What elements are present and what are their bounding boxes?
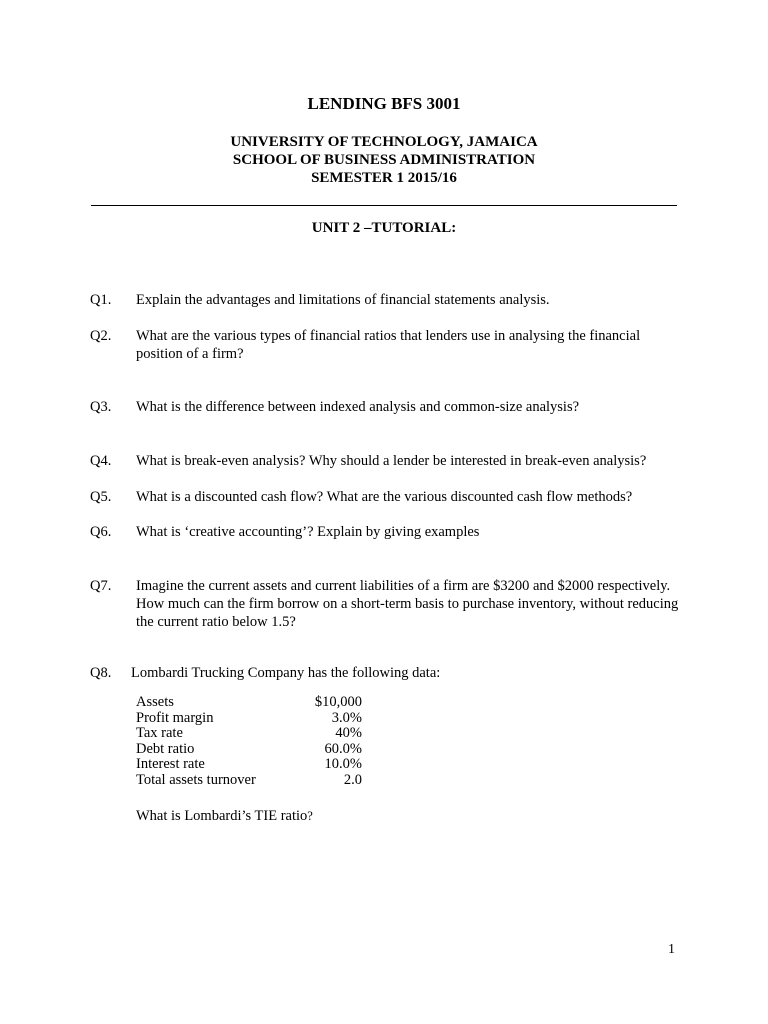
table-row — [136, 726, 362, 742]
table-row — [136, 757, 362, 773]
row-label-tax-rate: Tax rate — [136, 725, 183, 742]
row-label-profit-margin: Profit margin — [136, 709, 214, 726]
question-number-q8: Q8. — [90, 665, 112, 681]
school-name: SCHOOL OF BUSINESS ADMINISTRATION — [232, 152, 536, 168]
table-row — [136, 711, 362, 727]
document-title: LENDING BFS 3001 — [307, 94, 461, 113]
row-value-assets: $10,000 — [314, 694, 362, 710]
followup-question-mark: ? — [307, 809, 313, 823]
question-number-q5: Q5. — [90, 489, 112, 505]
question-text-q7: Imagine the current assets and current liabilities of a firm are $3200 and $2000 respectively. How much can the firm borrow on a short-term basis to purchase inventory, without reducing the current ratio below 1.5? — [136, 578, 679, 630]
row-label-debt-ratio: Debt ratio — [136, 740, 195, 757]
question-number-q6: Q6. — [90, 524, 112, 540]
q8-data-table — [136, 695, 362, 789]
question-number-q1: Q1. — [90, 292, 112, 308]
question-number-q2: Q2. — [90, 328, 112, 344]
question-number-q7: Q7. — [90, 578, 112, 594]
question-text-q8: Lombardi Trucking Company has the following data: — [131, 665, 441, 681]
table-row — [136, 695, 362, 711]
row-label-interest-rate: Interest rate — [136, 756, 205, 773]
row-value-total-assets-turnover: 2.0 — [343, 771, 362, 788]
table-row — [136, 773, 362, 789]
row-value-profit-margin: 3.0% — [331, 709, 362, 726]
row-label-assets: Assets — [136, 694, 174, 710]
page-number: 1 — [668, 942, 675, 957]
followup-text: What is Lombardi’s TIE ratio — [136, 808, 308, 824]
row-value-tax-rate: 40% — [335, 725, 362, 742]
question-text-q3: What is the difference between indexed analysis and common-size analysis? — [136, 399, 580, 415]
unit-heading: UNIT 2 –TUTORIAL: — [311, 220, 457, 236]
question-text-q1: Explain the advantages and limitations of financial statements analysis. — [136, 292, 550, 308]
row-value-interest-rate: 10.0% — [324, 756, 362, 773]
table-row — [136, 742, 362, 758]
question-text-q5: What is a discounted cash flow? What are the various discounted cash flow methods? — [136, 489, 633, 505]
question-number-q3: Q3. — [90, 399, 112, 415]
university-name: UNIVERSITY OF TECHNOLOGY, JAMAICA — [230, 134, 538, 150]
header-divider — [91, 205, 677, 206]
question-text-q4: What is break-even analysis? Why should a lender be interested in break-even analysis? — [136, 453, 647, 469]
question-text-q6: What is ‘creative accounting’? Explain by giving examples — [136, 524, 480, 540]
q8-followup-question — [136, 807, 313, 825]
question-number-q4: Q4. — [90, 453, 112, 469]
semester-label: SEMESTER 1 2015/16 — [311, 170, 457, 186]
question-text-q2: What are the various types of financial ratios that lenders use in analysing the financial position of a firm? — [136, 328, 641, 362]
row-value-debt-ratio: 60.0% — [324, 740, 362, 757]
row-label-total-assets-turnover: Total assets turnover — [136, 771, 256, 788]
